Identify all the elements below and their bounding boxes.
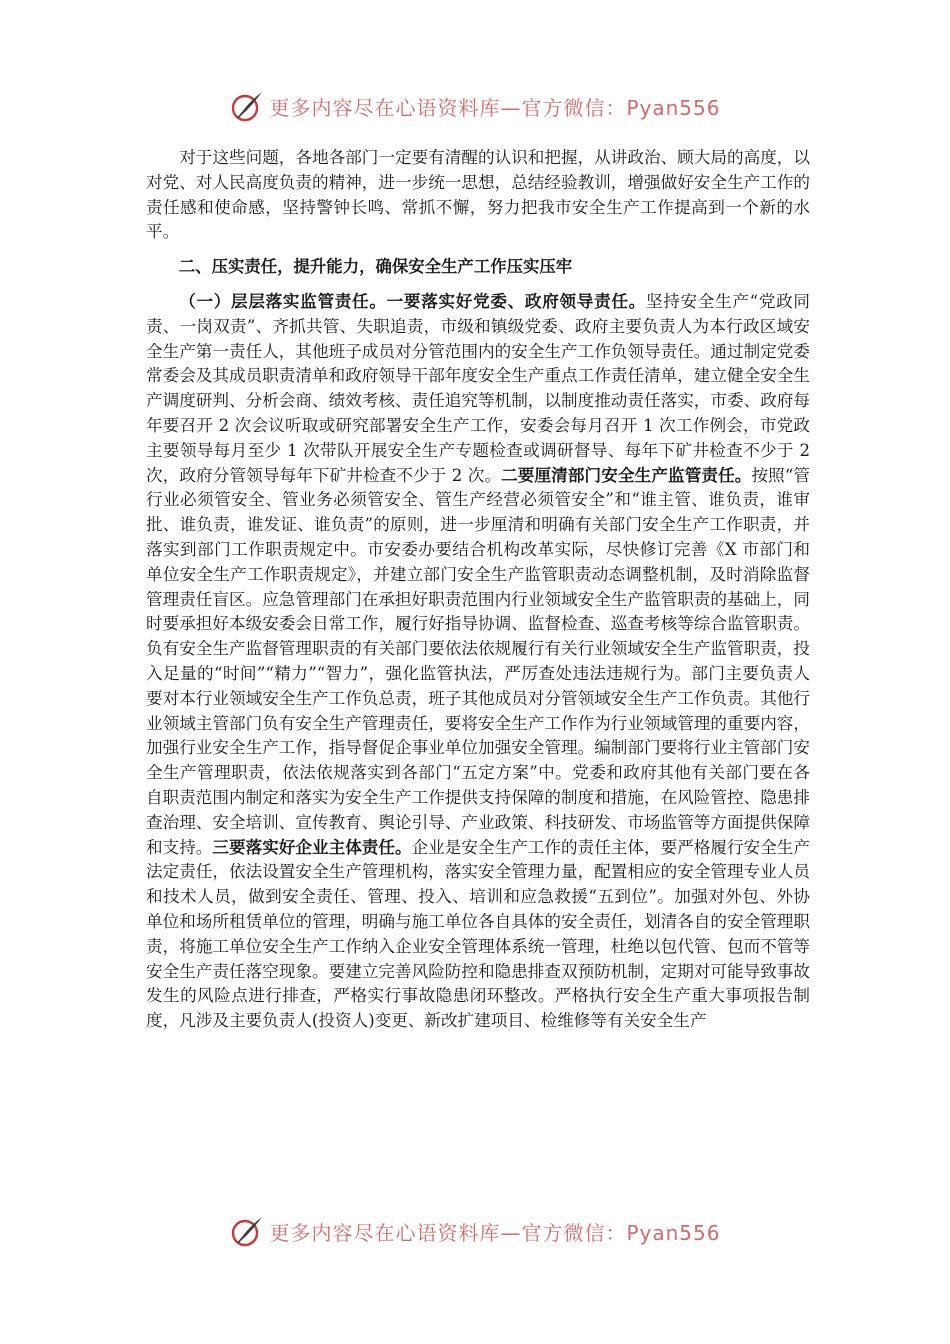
- paragraph-text-3: 企业是安全生产工作的责任主体，要严格履行安全生产法定责任，依法设置安全生产管理机构，落实安全管理力量，配置相应的安全管理专业人员和技术人员，做到安全责任、管理、投入、培训和应急救援“五到位”。加强对外包、外协单位和场所租赁单位的管理，明确与施工单位各自具体的安全责任，划清各自的安全管理职责，将施工单位安全生产工作纳入企业安全管理体系统一管理，杜绝以包代管、包而不管等安全生产责任落空现象。要建立完善风险防控和隐患排查双预防机制，定期对可能导致事故发生的风险点进行排查，严格实行事故隐患闭环整改。严格执行安全生产重大事项报告制度，凡涉及主要负责人(投资人)变更、新改扩建项目、检维修等有关安全生产: [146, 837, 811, 1031]
- bold-subheading-3: 三要落实好企业主体责任。: [212, 837, 412, 857]
- document-body: [146, 146, 810, 1034]
- quill-pen-circle-icon: [229, 1213, 265, 1249]
- footer-banner: [0, 1211, 950, 1251]
- header-banner: [0, 86, 950, 126]
- banner-content: [229, 88, 720, 124]
- paragraph-text-2: 按照“管行业必须管安全、管业务必须管安全、管生产经营必须管安全”和“谁主管、谁负责，谁审批、谁负责，谁发证、谁负责”的原则，进一步厘清和明确有关部门安全生产工作职责，并落实到部门工作职责规定中。市安委办要结合机构改革实际，尽快修订完善《X 市部门和单位安全生产工作职责规定》，并建立部门安全生产监管职责动态调整机制，及时消除监督管理责任盲区。应急管理部门在承担好职责范围内行业领域安全生产监管职责的基础上，同时要承担好本级安委会日常工作，履行好指导协调、监督检查、巡查考核等综合监管职责。负有安全生产监督管理职责的有关部门要依法依规履行有关行业领域安全生产监管职责，投入足量的“时间”“精力”“智力”，强化监管执法，严厉查处违法违规行为。部门主要负责人要对本行业领域安全生产工作负总责，班子其他成员对分管领域安全生产工作负责。其他行业领域主管部门负有安全生产管理责任，要将安全生产工作作为行业领域管理的重要内容，加强行业安全生产工作，指导督促企事业单位加强安全管理。编制部门要将行业主管部门安全生产管理职责，依法依规落实到各部门“五定方案”中。党委和政府其他有关部门要在各自职责范围内制定和落实为安全生产工作提供支持保障的制度和措施，在风险管控、隐患排查治理、安全培训、宣传教育、舆论引导、产业政策、科技研发、市场监管等方面提供保障和支持。: [146, 465, 811, 857]
- paragraph-text-1: 坚持安全生产“党政同责、一岗双责”、齐抓共管、失职追责，市级和镇级党委、政府主要负责人为本行政区域安全生产第一责任人，其他班子成员对分管范围内的安全生产工作负领导责任。通过制定党委常委会及其成员职责清单和政府领导干部年度安全生产重点工作责任清单，建立健全安全生产调度研判、分析会商、绩效考核、责任追究等机制，以制度推动责任落实，市委、政府每年要召开 2 次会议听取或研究部署安全生产工作，安委会每月召开 1 次工作例会，市党政主要领导每月至少 1 次带队开展安全生产专题检查或调研督导、每年下矿井检查不少于 2 次，政府分管领导每年下矿井检查不少于 2 次。: [146, 291, 811, 485]
- bold-subheading-2: 二要厘清部门安全生产监管责任。: [501, 465, 752, 485]
- banner-text: 更多内容尽在心语资料库—官方微信：Pyan556: [269, 1220, 721, 1245]
- bold-subheading-1: （一）层层落实监管责任。一要落实好党委、政府领导责任。: [179, 291, 646, 311]
- banner-text: 更多内容尽在心语资料库—官方微信：Pyan556: [269, 95, 721, 120]
- quill-pen-circle-icon: [229, 88, 265, 124]
- paragraph-responsibility: [146, 290, 810, 1034]
- paragraph-intro: 对于这些问题，各地各部门一定要有清醒的认识和把握，从讲政治、顾大局的高度，以对党、对人民高度负责的精神，进一步统一思想，总结经验教训，增强做好安全生产工作的责任感和使命感，坚持警钟长鸣、常抓不懈，努力把我市安全生产工作提高到一个新的水平。: [146, 148, 810, 242]
- banner-content: [229, 1213, 720, 1249]
- section-heading: 二、压实责任，提升能力，确保安全生产工作压实压牢: [178, 257, 573, 277]
